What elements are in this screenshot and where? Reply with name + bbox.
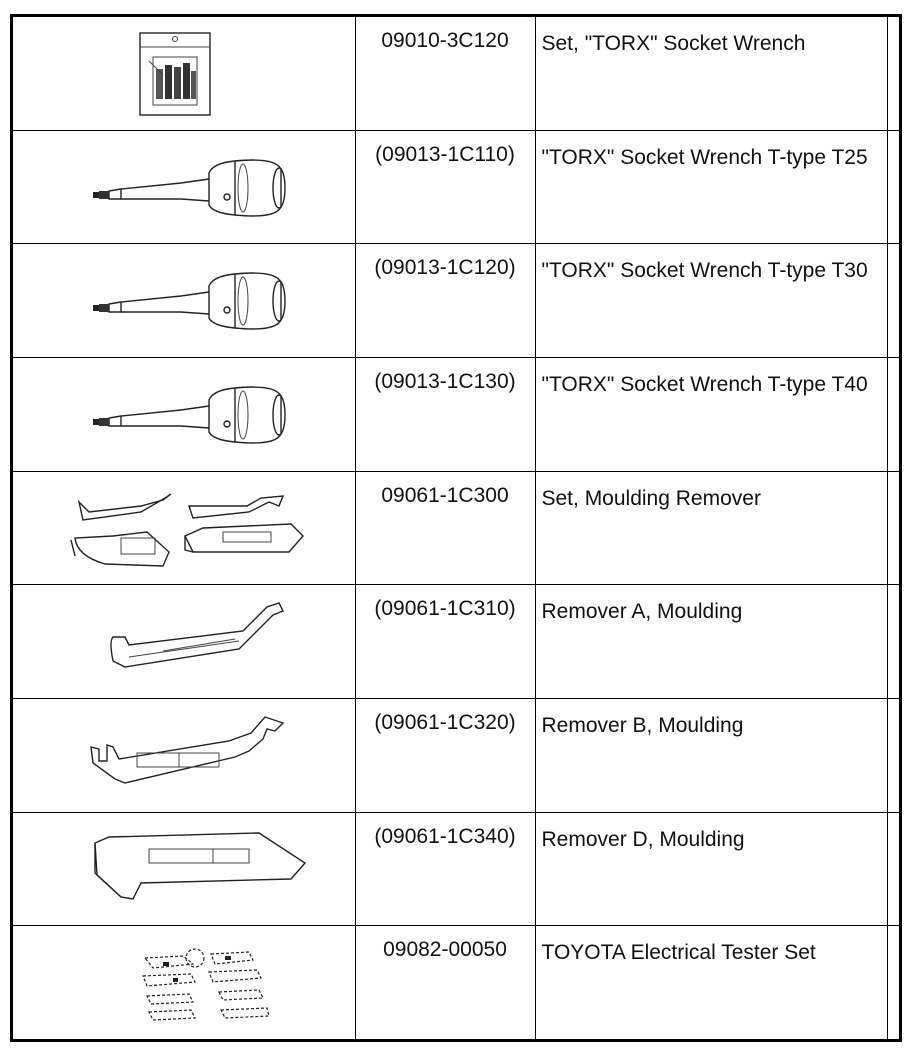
tool-illustration-cell <box>13 926 355 1039</box>
table-row <box>13 17 899 130</box>
tool-description: "TORX" Socket Wrench T-type T30 <box>541 259 868 283</box>
tool-description: "TORX" Socket Wrench T-type T40 <box>541 372 868 396</box>
part-number: (09061-1C340) <box>374 824 516 848</box>
part-number: 09082-00050 <box>383 938 507 962</box>
torx-socket-wrench-icon <box>13 131 355 243</box>
torx-socket-wrench-icon <box>13 358 355 470</box>
part-number: (09061-1C320) <box>374 710 516 734</box>
tool-illustration-cell <box>13 585 355 699</box>
tool-description: Set, Moulding Remover <box>541 486 761 510</box>
tool-description: Remover B, Moulding <box>541 713 744 737</box>
tool-illustration-cell <box>13 244 355 358</box>
tool-illustration-cell <box>13 698 355 812</box>
tool-illustration-cell <box>13 17 355 130</box>
tool-description: Set, "TORX" Socket Wrench <box>541 32 806 55</box>
table-row <box>13 471 899 585</box>
tool-description: Remover D, Moulding <box>541 827 745 851</box>
part-number: 09061-1C300 <box>381 483 509 507</box>
part-number: (09013-1C130) <box>374 369 516 393</box>
table-row <box>13 585 899 699</box>
tool-illustration-cell <box>13 812 355 926</box>
table-row <box>13 244 899 358</box>
tool-illustration-cell <box>13 130 355 244</box>
moulding-remover-d-icon <box>13 813 355 925</box>
table-row <box>13 926 899 1039</box>
part-number: (09061-1C310) <box>374 597 516 621</box>
tool-illustration-cell <box>13 357 355 471</box>
tool-description: Remover A, Moulding <box>541 600 743 624</box>
part-number: (09013-1C110) <box>375 142 515 166</box>
part-number: 09010-3C120 <box>381 29 509 52</box>
moulding-remover-set-icon <box>13 472 355 584</box>
tool-illustration-cell <box>13 471 355 585</box>
table-row <box>13 812 899 926</box>
part-number: (09013-1C120) <box>374 256 516 280</box>
table-row <box>13 698 899 812</box>
electrical-tester-set-icon <box>13 926 355 1038</box>
moulding-remover-a-icon <box>13 585 355 697</box>
table-row <box>13 357 899 471</box>
moulding-remover-b-icon <box>13 699 355 811</box>
special-tools-table-frame <box>10 14 902 1042</box>
special-tools-table <box>13 17 899 1039</box>
tool-description: "TORX" Socket Wrench T-type T25 <box>541 145 868 169</box>
torx-socket-wrench-icon <box>13 244 355 356</box>
torx-socket-set-icon <box>13 17 355 129</box>
table-row <box>13 130 899 244</box>
tool-description: TOYOTA Electrical Tester Set <box>541 941 816 965</box>
